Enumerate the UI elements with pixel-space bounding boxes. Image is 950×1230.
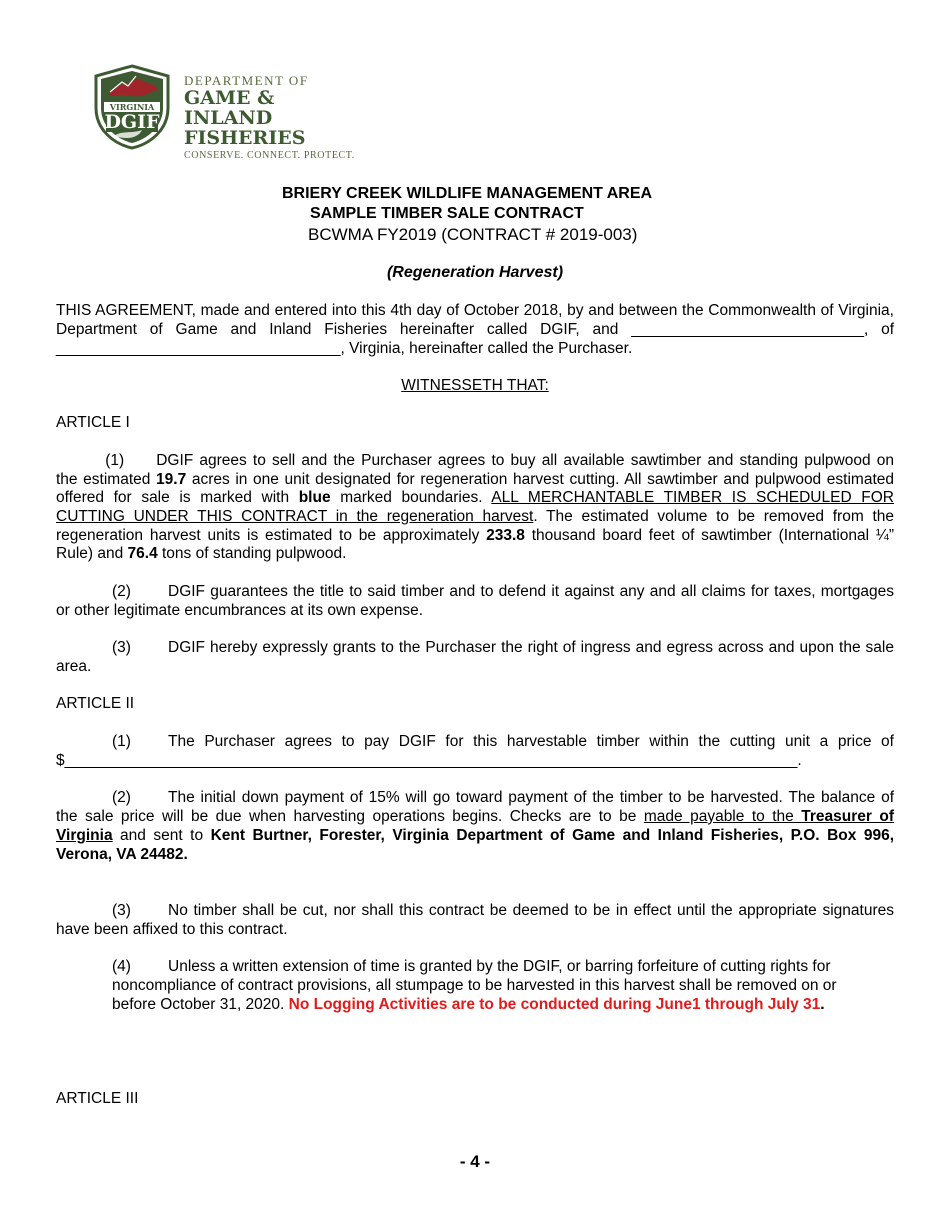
article-1-p1-line-1: [56, 452, 894, 471]
paragraph-text: Unless a written extension of time is granted by the DGIF, or barring forfeiture of cutting rights for: [168, 958, 831, 975]
underlined-text: CUTTING UNDER THIS CONTRACT in the regeneration harvest: [56, 508, 534, 525]
article-2-p1-line-1: [56, 733, 894, 752]
pulpwood-value: 76.4: [127, 545, 158, 562]
paragraph-text: DGIF agrees to sell and the Purchaser agrees to buy all available sawtimber and standing pulpwood on: [156, 452, 894, 469]
acres-value: 19.7: [156, 471, 187, 488]
paragraph-number: (3): [112, 639, 131, 656]
logo-line-department: DEPARTMENT OF: [184, 73, 309, 88]
logo-tagline: CONSERVE. CONNECT. PROTECT.: [184, 150, 355, 161]
intro-line-3: _________________________________, Virginia, hereinafter called the Purchaser.: [56, 340, 633, 357]
paragraph-number: (1): [105, 452, 125, 469]
paragraph-number: (1): [112, 733, 131, 750]
text-run: .: [820, 996, 825, 1013]
logging-restriction-notice: No Logging Activities are to be conducted during June1 through July 31: [288, 996, 821, 1013]
text-run: acres in one unit designated for regeneration harvest cutting. All sawtimber and pulpwood estimated: [186, 471, 895, 488]
title-contract-number: BCWMA FY2019 (CONTRACT # 2019-003): [308, 225, 638, 244]
text-run: offered for sale is marked with: [56, 489, 299, 506]
text-run: thousand board feet of sawtimber (International ¼”: [524, 527, 894, 544]
text-run: tons of standing pulpwood.: [157, 545, 347, 562]
article-2-p2-line-1: [56, 789, 894, 808]
text-run: before October 31, 2020.: [112, 996, 289, 1013]
article-1-p1-line-5: [56, 527, 894, 546]
intro-line-2: Department of Game and Inland Fisheries hereinafter called DGIF, and ___________________________, of: [56, 321, 894, 338]
article-1-p1-line-4: [56, 508, 894, 527]
title-contract-type: SAMPLE TIMBER SALE CONTRACT: [310, 205, 584, 222]
intro-line-1: THIS AGREEMENT, made and entered into this 4th day of October 2018, by and between the Commonwealth of Virginia,: [56, 302, 894, 319]
payee-name-cont: Virginia: [56, 827, 113, 844]
paragraph-text: The Purchaser agrees to pay DGIF for this harvestable timber within the cutting unit a price of: [168, 733, 894, 750]
subtitle-harvest: (Regeneration Harvest): [386, 264, 564, 281]
paragraph-text: DGIF hereby expressly grants to the Purchaser the right of ingress and egress across and upon the sale: [168, 639, 894, 656]
text-run: Rule) and: [56, 545, 128, 562]
article-2-p1-price-line: $_____________________________________________________________________________________.: [56, 752, 802, 769]
text-run: . The estimated volume to be removed from the: [533, 508, 894, 525]
article-1-p1-line-2: [56, 471, 894, 490]
article-2-p3-line-1: [56, 902, 894, 921]
article-2-p4-line-3: [112, 996, 872, 1015]
paragraph-text: No timber shall be cut, nor shall this contract be deemed to be in effect until the appropriate signatures: [168, 902, 894, 919]
volume-value: 233.8: [486, 527, 525, 544]
article-2-p2-line-4: Verona, VA 24482.: [56, 846, 188, 863]
witnesseth-heading: WITNESSETH THAT:: [401, 377, 549, 394]
text-run: the estimated: [56, 471, 157, 488]
marking-color: blue: [298, 489, 331, 506]
title-area: BRIERY CREEK WILDLIFE MANAGEMENT AREA: [282, 185, 653, 202]
article-2-p4-line-2: noncompliance of contract provisions, all stumpage to be harvested in this harvest shall be removed on or: [112, 977, 837, 994]
mailing-address: Kent Burtner, Forester, Virginia Department of Game and Inland Fisheries, P.O. Box 996,: [210, 827, 894, 844]
article-2-p3-line-2: have been affixed to this contract.: [56, 921, 288, 938]
paragraph-number: (3): [112, 902, 131, 919]
article-1-p3-line-1: [56, 639, 894, 658]
paragraph-number: (2): [112, 789, 131, 806]
article-1-p3-line-2: area.: [56, 658, 92, 675]
article-2-p4-line-1: [112, 958, 872, 977]
logo-line-fisheries: FISHERIES: [184, 127, 306, 149]
page-number: - 4 -: [459, 1152, 491, 1171]
logo-badge-abbr: DGIF: [104, 111, 160, 133]
paragraph-text: The initial down payment of 15% will go toward payment of the timber to be harvested. The balance of: [168, 789, 894, 806]
text-run: marked boundaries.: [330, 489, 492, 506]
payee-name: Treasurer of: [801, 808, 894, 825]
article-1-p1-line-3: [56, 489, 894, 508]
text-run: regeneration harvest units is estimated to be approximately: [56, 527, 487, 544]
article-1-p2-line-2: or other legitimate encumbrances at its own expense.: [56, 602, 424, 619]
article-3-heading: ARTICLE III: [56, 1090, 139, 1107]
dgif-logo: [88, 64, 363, 161]
logo-wordmark: [184, 74, 363, 162]
logo-badge-label: VIRGINIA: [109, 102, 155, 112]
underlined-text: made payable to the: [643, 808, 802, 825]
article-1-heading: ARTICLE I: [56, 414, 130, 431]
article-2-heading: ARTICLE II: [56, 695, 135, 712]
article-2-p2-line-2: [56, 808, 894, 827]
text-run: and sent to: [112, 827, 211, 844]
paragraph-number: (2): [112, 583, 131, 600]
article-1-p2-line-1: [56, 583, 894, 602]
text-run: the sale price will be due when harvesting operations begins. Checks are to be: [56, 808, 644, 825]
paragraph-text: DGIF guarantees the title to said timber and to defend it against any and all claims for taxes, mortgages: [168, 583, 894, 600]
underlined-text: ALL MERCHANTABLE TIMBER IS SCHEDULED FOR: [491, 489, 894, 506]
article-2-p2-line-3: [56, 827, 894, 846]
article-1-p1-line-6: [56, 545, 894, 564]
logo-line-game-inland: GAME & INLAND: [184, 87, 275, 129]
paragraph-number: (4): [112, 958, 131, 975]
